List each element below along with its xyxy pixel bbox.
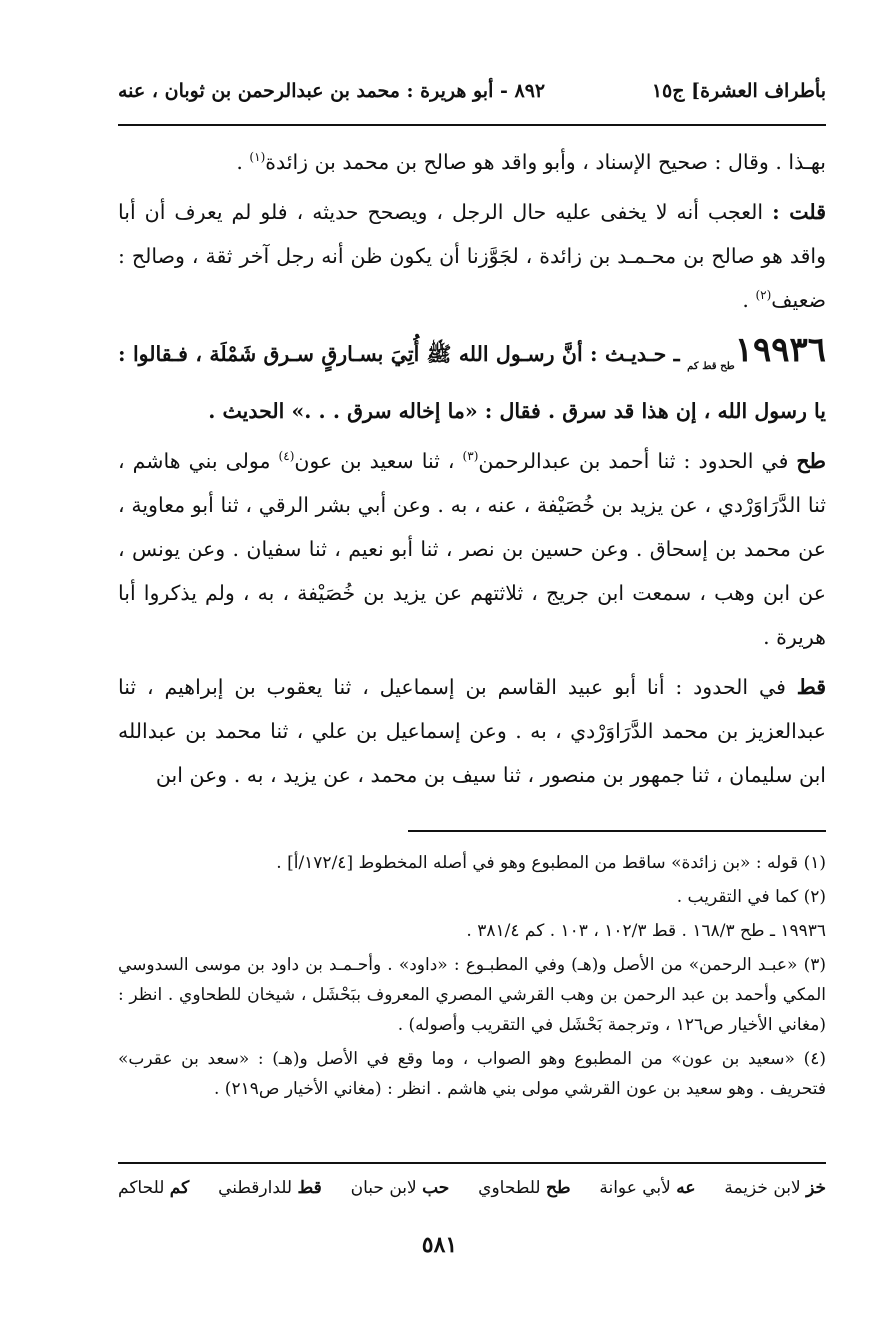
hadith-sigla: طح قط كم xyxy=(687,361,735,372)
main-text xyxy=(118,140,826,803)
paragraph: قط في الحدود : أنا أبو عبيد القاسم بن إسماعيل ، ثنا يعقوب بن إبراهيم ، ثنا عبدالعزيز بن محمد الدَّرَاوَرْدي ، به . وعن إسماعيل بن علي ، ثنا محمد بن عبدالله ابن سليمان ، ثنا جمهور بن منصور ، ثنا سيف بن محمد ، عن يزيد ، به . وعن ابن xyxy=(118,675,826,787)
footnote-4: (٤) «سعيد بن عون» من المطبوع وهو الصواب ، وما وقع في الأصل و(هـ) : «سعد بن عقرب» فتحريف . وهو سعيد بن عون القرشي مولى بني هاشم . انظر : (مغاني الأخيار ص٢١٩) . xyxy=(118,1049,826,1099)
abbrev-item: كم للحاكم xyxy=(118,1178,190,1198)
running-header xyxy=(118,76,826,106)
footnote-ref[interactable]: (١) xyxy=(249,150,266,165)
abbrev-item: عه لأبي عوانة xyxy=(599,1178,696,1198)
hadith-text: ـ حـديـث : أنَّ رسـول الله ﷺ أُتِيَ بسـارقٍ سـرق شَمْلَة ، فـقالوا : يا رسول الله ، إن هذا قد سرق . فقال : «ما إخاله سرق . . .» الحديث . xyxy=(118,342,826,423)
footnote-1: (١) قوله : «بن زائدة» ساقط من المطبوع وهو في أصله المخطوط [١٧٢/٤/أ] . xyxy=(276,853,826,873)
header-volume: بأطراف العشرة] ج١٥ xyxy=(651,80,826,102)
hadith-number: ١٩٩٣٦ xyxy=(734,330,826,370)
paragraph-lead: طح xyxy=(796,449,826,473)
abbrev-item: خز لابن خزيمة xyxy=(724,1178,826,1198)
footnote-divider xyxy=(408,830,826,832)
footnote-ref[interactable]: (٣) xyxy=(462,449,479,464)
footnote-3: (٣) «عبـد الرحمن» من الأصل و(هـ) وفي المطبـوع : «داود» . وأحـمـد بن داود بن موسى السدوسي المكي وأحمد بن عبد الرحمن بن وهب القرشي المصري المعروف ببَحْشَل ، شيخان للطحاوي . انظر : (مغاني الأخيار ص١٢٦ ، وترجمة بَحْشَل في التقريب وأصوله) . xyxy=(118,955,826,1035)
abbrev-item: طح للطحاوي xyxy=(478,1178,571,1198)
footnote-2: (٢) كما في التقريب . xyxy=(676,887,826,907)
page-number: ٥٨١ xyxy=(421,1232,458,1258)
header-chapter: ٨٩٢ - أبو هريرة : محمد بن عبدالرحمن بن ثوبان ، عنه xyxy=(118,80,546,102)
paragraph: طح في الحدود : ثنا أحمد بن عبدالرحمن$^{(٣)}$ ، ثنا سعيد بن عون$^{(٤)}$ مولى بني هاشم ، ثنا الدَّرَاوَرْدي ، عن يزيد بن خُصَيْفة ، عنه ، به . وعن أبي بشر الرقي ، ثنا أبو معاوية ، عن محمد بن إسحاق . وعن حسين بن نصر ، ثنا أبو نعيم ، ثنا سفيان . وعن يونس ، عن ابن وهب ، سمعت ابن جريج ، ثلاثتهم عن يزيد بن خُصَيْفة ، به ، ولم يذكروا أبا هريرة . xyxy=(118,449,826,649)
abbrev-divider xyxy=(118,1162,826,1164)
footnote-ref[interactable]: (٢) xyxy=(755,288,772,303)
paragraph: قلت : العجب أنه لا يخفى عليه حال الرجل ، ويصحح حديثه ، فلو لم يعرف أن أبا واقد هو صالح بن محـمـد بن زائدة ، لجَوَّزنا أن يكون ظن أنه رجل آخر ثقة ، وصالح : ضعيف$^{(٢)}$ . xyxy=(118,200,826,312)
hadith-entry xyxy=(118,328,826,433)
paragraph-lead: قلت : xyxy=(772,200,826,224)
paragraph: بهـذا . وقال : صحيح الإسناد ، وأبو واقد هو صالح بن محمد بن زائدة$^{(١)}$ . xyxy=(236,150,826,174)
paragraph-lead: قط xyxy=(796,675,826,699)
abbrev-item: قط للدارقطني xyxy=(218,1178,322,1198)
footnote-ref[interactable]: (٤) xyxy=(278,449,295,464)
abbrev-item: حب لابن حبان xyxy=(350,1178,450,1198)
header-divider xyxy=(118,124,826,126)
source-references: ١٩٩٣٦ ـ طح ١٦٨/٣ . قط ١٠٢/٣ ، ١٠٣ . كم ٣٨١/٤ . xyxy=(466,921,826,941)
footnotes xyxy=(118,848,826,1108)
abbreviation-key xyxy=(118,1178,826,1198)
